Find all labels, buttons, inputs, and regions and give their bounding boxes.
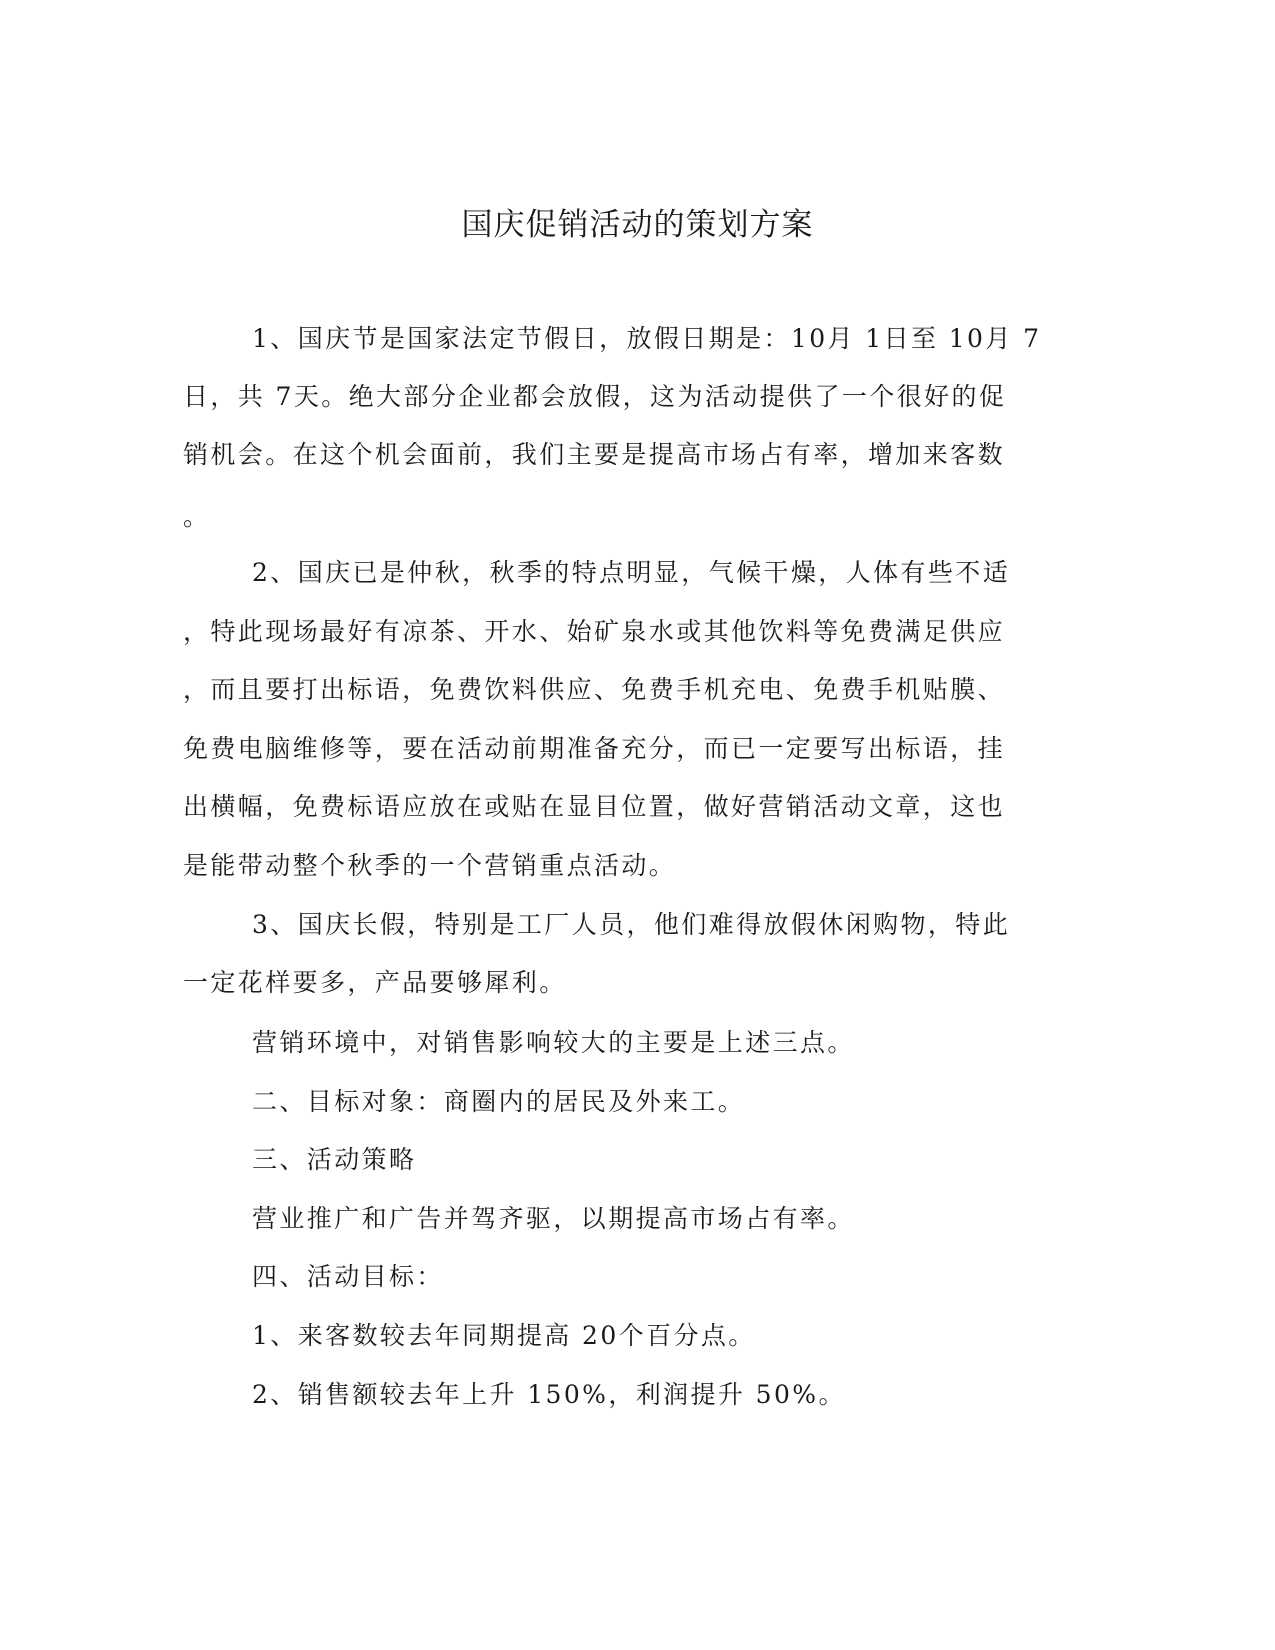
document-title: 国庆促销活动的策划方案 (461, 207, 814, 243)
paragraph-line: 营销环境中，对销售影响较大的主要是上述三点。 (252, 1028, 855, 1057)
paragraph-line: 销机会。在这个机会面前，我们主要是提高市场占有率，增加来客数 (183, 440, 1006, 469)
paragraph-line: 。 (183, 502, 211, 531)
paragraph-line: 出横幅，免费标语应放在或贴在显目位置，做好营销活动文章，这也 (183, 792, 1006, 821)
paragraph-line: 日，共 7天。绝大部分企业都会放假，这为活动提供了一个很好的促 (183, 382, 1007, 411)
section-heading: 三、活动策略 (252, 1145, 417, 1174)
paragraph-line: ，特此现场最好有凉茶、开水、始矿泉水或其他饮料等免费满足供应 (183, 617, 1006, 646)
paragraph-line: 免费电脑维修等，要在活动前期准备充分，而已一定要写出标语，挂 (183, 734, 1006, 763)
paragraph-line: 营业推广和广告并驾齐驱，以期提高市场占有率。 (252, 1204, 855, 1233)
list-item: 2、销售额较去年上升 150%，利润提升 50%。 (252, 1380, 846, 1409)
section-heading: 二、目标对象：商圈内的居民及外来工。 (252, 1087, 746, 1116)
paragraph-line: 一定花样要多，产品要够犀利。 (183, 968, 567, 997)
paragraph-line: 1、国庆节是国家法定节假日，放假日期是：10月 1日至 10月 7 (252, 324, 1042, 353)
paragraph-line: 3、国庆长假，特别是工厂人员，他们难得放假休闲购物，特此 (252, 910, 1011, 939)
list-item: 1、来客数较去年同期提高 20个百分点。 (252, 1321, 756, 1350)
paragraph-line: ，而且要打出标语，免费饮料供应、免费手机充电、免费手机贴膜、 (183, 675, 1006, 704)
paragraph-line: 2、国庆已是仲秋，秋季的特点明显，气候干燥，人体有些不适 (252, 558, 1011, 587)
section-heading: 四、活动目标： (252, 1262, 444, 1291)
paragraph-line: 是能带动整个秋季的一个营销重点活动。 (183, 851, 677, 880)
